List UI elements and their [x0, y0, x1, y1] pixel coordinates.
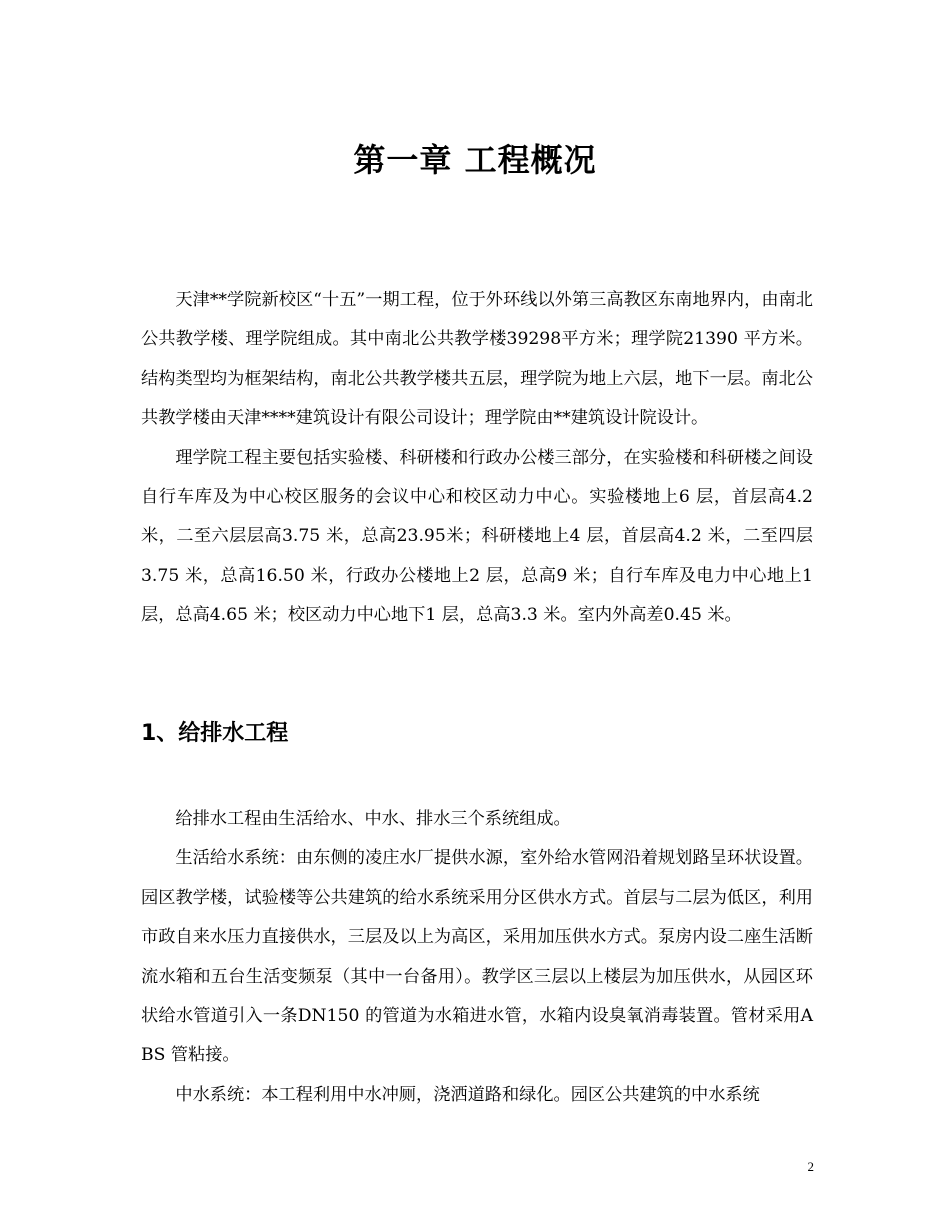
intro-section	[141, 281, 813, 636]
paragraph-project-location: 天津**学院新校区“十五”一期工程，位于外环线以外第三高教区东南地界内，由南北公共教学楼、理学院组成。其中南北公共教学楼39298平方米；理学院21390 平方米。结构类型均为框架结构，南北公共教学楼共五层，理学院为地上六层，地下一层。南北公共教学楼由天津****建筑设计有限公司设计；理学院由**建筑设计院设计。	[141, 290, 813, 429]
water-supply-section	[141, 800, 813, 1115]
page-number: 2	[807, 1159, 814, 1174]
section-heading-water-supply-drainage: 1、给排水工程	[141, 721, 289, 746]
paragraph-system-overview: 给排水工程由生活给水、中水、排水三个系统组成。	[175, 809, 571, 829]
paragraph-domestic-water-supply: 生活给水系统：由东侧的凌庄水厂提供水源，室外给水管网沿着规划路呈环状设置。园区教学楼，试验楼等公共建筑的给水系统采用分区供水方式。首层与二层为低区，利用市政自来水压力直接供水，三层及以上为高区，采用加压供水方式。泵房内设二座生活断流水箱和五台生活变频泵（其中一台备用）。教学区三层以上楼层为加压供水，从园区环状给水管道引入一条DN150 的管道为水箱进水管，水箱内设臭氧消毒装置。管材采用ABS 管粘接。	[141, 848, 813, 1066]
chapter-title: 第一章 工程概况	[353, 141, 597, 179]
paragraph-reclaimed-water: 中水系统：本工程利用中水冲厕，浇洒道路和绿化。园区公共建筑的中水系统	[175, 1084, 760, 1105]
paragraph-science-college: 理学院工程主要包括实验楼、科研楼和行政办公楼三部分，在实验楼和科研楼之间设自行车库及为中心校区服务的会议中心和校区动力中心。实验楼地上6 层，首层高4.2 米，二至六层层高3.75 米，总高23.95米；科研楼地上4 层，首层高4.2 米，二至四层3.75 米，总高16.50 米，行政办公楼地上2 层，总高9 米；自行车库及电力中心地上1 层，总高4.65 米；校区动力中心地下1 层，总高3.3 米。室内外高差0.45 米。	[141, 447, 813, 626]
